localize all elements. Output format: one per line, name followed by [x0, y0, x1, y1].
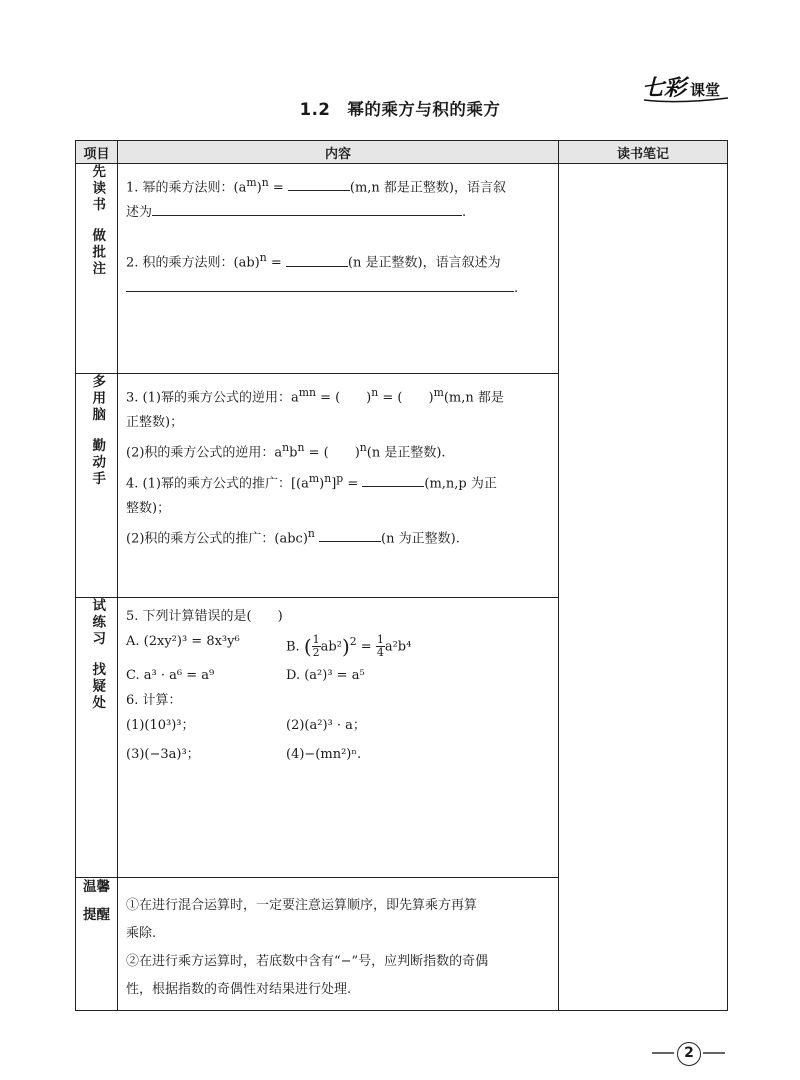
answer-blank[interactable]	[288, 176, 350, 191]
header-content: 内容	[118, 141, 559, 164]
content-think: 3. (1)幂的乘方公式的逆用：$a^{mn}$ = ( )$^n$ = ( )$^m$(m,n 都是 正整数)； (2)积的乘方公式的逆用：$a^nb^n$ = ( )$^n$(n 是正整数). 4. (1)幂的乘方公式的推广：$[(a^m)^n]^p = (m,n,p$ 为正 整数)； (2)积的乘方公式的推广：(abc)$^n$ (n 为正整数).	[118, 374, 559, 598]
question-2: 2. 积的乘方法则：(ab)$^n$ = (n 是正整数)，语言叙述为	[126, 251, 501, 271]
header-item: 项目	[76, 141, 118, 164]
question-6-stem: 6. 计算：	[126, 693, 182, 709]
calc-item-2: (2)(a²)³ · a；	[286, 718, 366, 734]
row-label-practice: 试练习 找疑处	[76, 598, 118, 878]
header-notes: 读书笔记	[559, 141, 728, 164]
content-read: 1. 幂的乘方法则：$(a^m)^n = (m,n$ 都是正整数)，语言叙 述为 . 2. 积的乘方法则：(ab)$^n$ = (n 是正整数)，语言叙述为 .	[118, 164, 559, 374]
notes-column[interactable]	[559, 164, 728, 1011]
study-table	[75, 140, 728, 1011]
question-3-part-1: 3. (1)幂的乘方公式的逆用：$a^{mn}$ = ( )$^n$ = ( )$^m$(m,n 都是	[126, 386, 504, 406]
calc-item-3: (3)(−3a)³；	[126, 747, 200, 763]
answer-blank[interactable]	[286, 252, 348, 267]
tip-1: ①在进行混合运算时，一定要注意运算顺序，即先算乘方再算	[126, 898, 478, 913]
row-label-read: 先读书 做批注	[76, 164, 118, 374]
svg-text:七彩: 七彩	[642, 75, 687, 101]
calc-item-4: (4)−(mn²)ⁿ.	[286, 747, 362, 763]
content-practice	[118, 598, 559, 878]
option-b[interactable]: B. ( $\frac{1}{2}$ ab²)$^2$ = $\frac{1}{4}$ a²b⁴	[286, 633, 412, 660]
question-4-part-2: (2)积的乘方公式的推广：(abc)$^n$ (n 为正整数).	[126, 526, 460, 547]
page-title: 1.2 幂的乘方与积的乘方	[299, 100, 501, 119]
answer-blank[interactable]	[362, 472, 424, 487]
answer-blank[interactable]	[126, 277, 514, 292]
option-d[interactable]: D. (a²)³ = a⁵	[286, 668, 365, 684]
tip-2: ②在进行乘方运算时，若底数中含有“−”号，应判断指数的奇偶	[126, 954, 489, 969]
content-tips: ①在进行混合运算时，一定要注意运算顺序，即先算乘方再算 乘除. ②在进行乘方运算时，若底数中含有“−”号，应判断指数的奇偶 性，根据指数的奇偶性对结果进行处理.	[118, 878, 559, 1011]
option-a[interactable]: A. (2xy²)³ = 8x³y⁶	[126, 634, 240, 649]
answer-blank[interactable]	[319, 527, 381, 542]
calc-item-1: (1)(10³)³；	[126, 718, 195, 734]
answer-blank[interactable]	[152, 201, 462, 216]
row-label-tips: 温馨 提醒	[76, 878, 118, 1011]
question-4-part-1: 4. (1)幂的乘方公式的推广：$[(a^m)^n]^p = (m,n,p$ 为正	[126, 471, 497, 491]
question-1: 1. 幂的乘方法则：$(a^m)^n = (m,n$ 都是正整数)，语言叙	[126, 176, 506, 196]
question-3-part-2: (2)积的乘方公式的逆用：$a^nb^n$ = ( )$^n$(n 是正整数).	[126, 441, 446, 461]
page-number: 2	[650, 1042, 730, 1064]
row-label-think: 多用脑 勤动手	[76, 374, 118, 598]
option-c[interactable]: C. a³ · a⁶ = a⁹	[126, 668, 215, 684]
svg-text:课堂: 课堂	[690, 81, 721, 99]
question-5-stem: 5. 下列计算错误的是( )	[126, 609, 283, 624]
